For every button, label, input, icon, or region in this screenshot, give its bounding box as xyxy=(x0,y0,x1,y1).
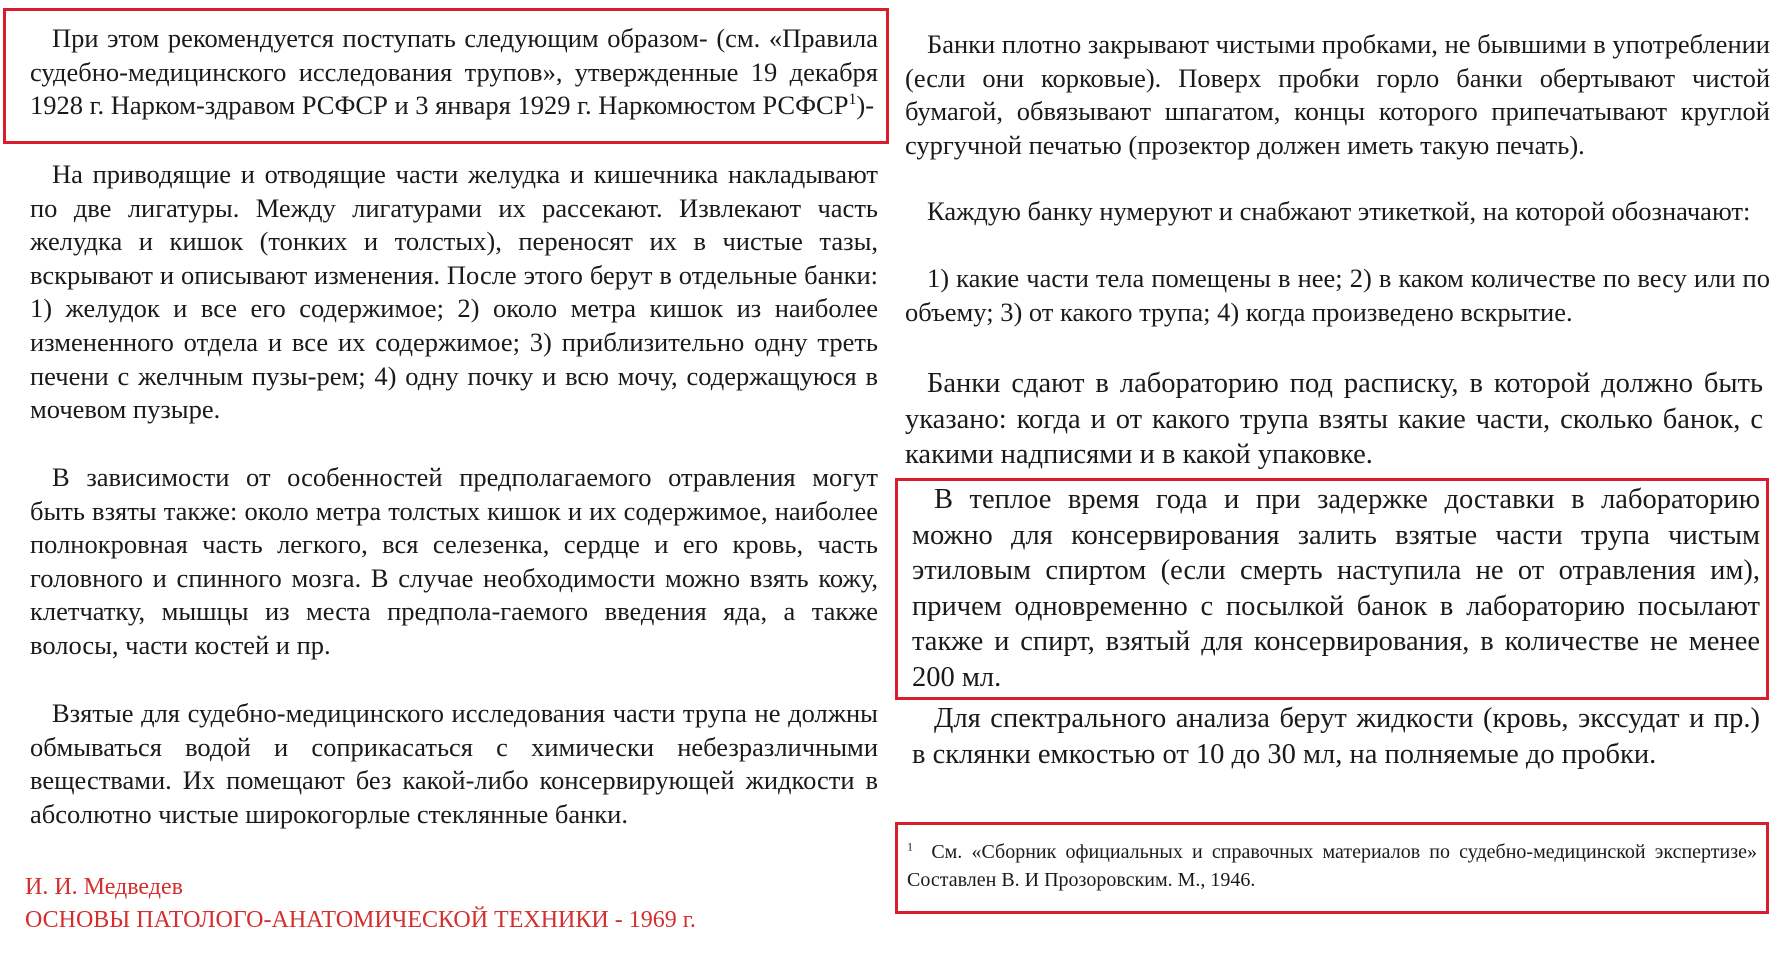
right-paragraph-preservation xyxy=(912,482,1760,695)
left-paragraph-poisoning xyxy=(30,461,878,663)
preservation-text: В теплое время года и при задержке доставки в лабораторию можно для консервирования залить взятые части трупа чистым этиловым спиртом (если смерть наступила не от отравления им), причем одновременно с посылкой банок в лабораторию посылают также и спирт, взятый для консервирования, в количестве не менее 200 мл. xyxy=(912,484,1760,693)
right-paragraph-receipt xyxy=(905,366,1763,473)
intro-text: При этом рекомендуется поступать следующим образом- (см. «Правила судебно-медицинского исследования трупов», утвержденные 19 декабря 1928 г. Нарком-здравом РСФСР и 3 января 1929 г. Наркомюстом РСФСР xyxy=(30,23,878,121)
footnote-reference: 1 xyxy=(848,91,857,109)
labels-text: Каждую банку нумеруют и снабжают этикеткой, на которой обозначают: xyxy=(927,196,1751,226)
footnote xyxy=(907,838,1757,894)
left-paragraph-ligatures xyxy=(30,158,878,427)
receipt-text: Банки сдают в лабораторию под расписку, в которой должно быть указано: когда и от какого трупа взяты какие части, сколько банок, с какими надписями и в какой упаковке. xyxy=(905,368,1763,470)
intro-text-end: )- xyxy=(856,90,875,121)
poisoning-text: В зависимости от особенностей предполагаемого отравления могут быть взяты также: около метра толстых кишок и их содержимое, наиболее полнокровная часть легкого, вся селезенка, сердце и его кровь, часть головного и спинного мозга. В случае необходимости можно взять кожу, клетчатку, мышцы из места предпола-гаемого введения яда, а также волосы, части костей и пр. xyxy=(30,462,878,660)
washing-text: Взятые для судебно-медицинского исследования части трупа не должны обмываться водой и соприкасаться с химически небезразличными веществами. Их помещают без какой-либо консервирующей жидкости в абсолютно чистые широкогорлые стеклянные банки. xyxy=(30,698,878,829)
spectral-text: Для спектрального анализа берут жидкости (кровь, экссудат и пр.) в склянки емкостью от 10 до 30 мл, на полняемые до пробки. xyxy=(912,703,1760,770)
footnote-text: См. «Сборник официальных и справочных материалов по судебно-медицинской экспертизе» Составлен В. И Прозоровским. М., 1946. xyxy=(907,841,1757,891)
credit-book-title: ОСНОВЫ ПАТОЛОГО-АНАТОМИЧЕСКОЙ ТЕХНИКИ - 1969 г. xyxy=(25,907,696,933)
right-paragraph-labels xyxy=(905,195,1770,229)
left-paragraph-intro xyxy=(30,22,878,123)
stoppers-text: Банки плотно закрывают чистыми пробками, не бывшими в употреблении (если они корковые). Поверх пробки горло банки обертывают чистой бумагой, обвязывают шпагатом, концы которого припечатывают круглой сургучной печатью (прозектор должен иметь такую печать). xyxy=(905,29,1770,160)
ligatures-text: На приводящие и отводящие части желудка и кишечника накладывают по две лигатуры. Между лигатурами их рассекают. Извлекают часть желудка и кишок (тонких и толстых), переносят их в чистые тазы, вскрывают и описывают изменения. После этого берут в отдельные банки: 1) желудок и все его содержимое; 2) около метра кишок из наиболее измененного отдела и все их содержимое; 3) приблизительно одну треть печени с желчным пузы-рем; 4) одну почку и всю мочу, содержащуюся в мочевом пузыре. xyxy=(30,159,878,425)
label-items-text: 1) какие части тела помещены в нее; 2) в каком количестве по весу или по объему; 3) от какого трупа; 4) когда произведено вскрытие. xyxy=(905,263,1770,327)
footnote-mark: 1 xyxy=(907,839,913,854)
left-paragraph-washing xyxy=(30,697,878,831)
credit-author: И. И. Медведев xyxy=(25,874,183,900)
right-paragraph-spectral xyxy=(912,701,1760,772)
right-paragraph-label-items xyxy=(905,262,1770,329)
right-paragraph-stoppers xyxy=(905,28,1770,162)
